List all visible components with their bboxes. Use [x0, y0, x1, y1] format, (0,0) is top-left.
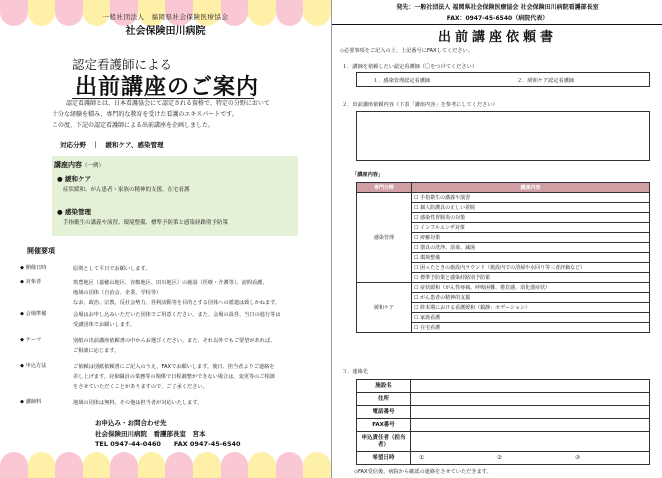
question-2: ２．出前講座依頼内容（下表「講座内容」を参考にしてください） [342, 102, 498, 108]
course-item-label: 家族看護 [420, 315, 441, 321]
form-header [332, 2, 662, 24]
content-item-title: ● 感染管理 [57, 208, 91, 216]
contact-label: 申込責任者（担当者） [357, 432, 411, 452]
requirement-label-text: 対象者 [25, 279, 42, 285]
course-content-box [52, 156, 298, 236]
requirement-label-text: 講師料 [25, 399, 42, 405]
form-header-sender: 発先：一般社団法人 福岡県社会保険医療協会 社会保険田川病院看護部長室 [396, 4, 599, 11]
course-item-label: 在宅看護 [420, 325, 441, 331]
requirement-line: 地域の団体（自治会、企業、学校等） [73, 290, 162, 296]
requirement-label: ◆ 会場準備 [20, 311, 47, 317]
contact-label: 施設名 [357, 380, 411, 393]
requirement-line: 別紙の出前講座依頼書の中からお選びください。また、それ以外でもご要望があれば、 [73, 338, 276, 344]
intro-text [52, 98, 292, 131]
scallop [55, 452, 83, 478]
fields-line: 対応分野 ｜ 緩和ケア、感染管理 [60, 141, 164, 149]
requirement-label-text: 開催日時 [25, 265, 47, 271]
intro-line: 認定看護師とは、日本看護協会にて認定される資格で、特定の分野において [66, 100, 270, 107]
requirement-line: 原則として平日でお願いします。 [73, 266, 151, 272]
content-item-desc: 手指衛生の講義や演習、環境整備、標準予防策と感染経路別予防策 [63, 220, 229, 226]
checkbox-icon[interactable]: ☐ [414, 295, 421, 301]
course-item-cell[interactable] [412, 293, 650, 303]
requirement-label: ◆ 対象者 [20, 279, 42, 285]
course-item-cell[interactable] [412, 213, 650, 223]
requirement-label: ◆ テーマ [20, 337, 42, 343]
requirement-label-text: テーマ [25, 337, 42, 343]
checkbox-icon[interactable]: ☐ [414, 285, 421, 291]
course-item-cell[interactable] [412, 203, 650, 213]
scallop [0, 452, 28, 478]
category-cell: 感染管理 [357, 193, 412, 283]
content-item-desc: 症状緩和、がん患者・家族の精神的支援、在宅看護 [63, 187, 190, 193]
contact-label: 希望日時 [357, 452, 411, 465]
requirement-text [73, 264, 313, 274]
table-row [357, 406, 650, 419]
scallop [248, 452, 276, 478]
nurse-option-infection[interactable]: １．感染管理認定看護師 [373, 78, 431, 84]
scallop [165, 452, 193, 478]
question-3: ３．連絡先 [342, 369, 368, 375]
scallop [303, 452, 331, 478]
requirement-line: ご依頼は別紙依頼書にご記入のうえ、FAXでお願いします。後日、担当者よりご連絡を [73, 364, 275, 370]
requirement-line: 受講団体でお願いします。 [73, 322, 135, 328]
course-item-label: 疥癬対策 [420, 235, 441, 241]
checkbox-icon[interactable]: ☐ [414, 275, 421, 281]
date-option[interactable]: ② [497, 455, 502, 461]
scallop-bottom-border [0, 452, 331, 478]
contact-input-cell[interactable] [411, 419, 650, 432]
course-item-label: 個人防護具の正しい着脱 [420, 205, 476, 211]
checkbox-icon[interactable]: ☐ [414, 305, 421, 311]
course-item-label: 手指衛生の講義や演習 [420, 195, 471, 201]
scallop [138, 452, 166, 478]
course-item-cell[interactable] [412, 193, 650, 203]
contact-label: 電話番号 [357, 406, 411, 419]
requirement-label: ◆ 講師料 [20, 399, 42, 405]
table-row [357, 283, 650, 293]
scallop [193, 452, 221, 478]
table-row [357, 380, 650, 393]
course-item-cell[interactable] [412, 223, 650, 233]
checkbox-icon[interactable]: ☐ [414, 195, 421, 201]
course-table-body [357, 193, 650, 333]
checkbox-icon[interactable]: ☐ [414, 235, 421, 241]
scallop [276, 452, 304, 478]
requirement-label: ◆ 申込方法 [20, 363, 47, 369]
content-heading-text: 講座内容 [54, 161, 82, 169]
content-heading-note: （一例） [82, 163, 105, 169]
contact-input-cell[interactable] [411, 406, 650, 419]
course-item-label: 環境整備 [420, 255, 441, 261]
requirement-line: ご相談に応じます。 [73, 348, 120, 354]
requirement-text [73, 310, 313, 330]
scallop [28, 452, 56, 478]
requirement-line: 差し上げます。対象職員の業務等の関係で日程調整ができない場合は、変更等のご相談 [73, 374, 275, 380]
checkbox-icon[interactable]: ☐ [414, 255, 421, 261]
course-table [356, 182, 650, 333]
contact-name: 社会保険田川病院 看護部長室 宮本 [95, 429, 206, 438]
header-divider [332, 24, 662, 25]
date-option[interactable]: ③ [575, 455, 580, 461]
scallop [110, 452, 138, 478]
scallop [221, 452, 249, 478]
form-note: ◇必要事項をご記入の上、上記番号にFAXしてください。 [340, 48, 473, 54]
course-item-cell[interactable] [412, 263, 650, 273]
request-form-page [331, 0, 662, 478]
org-name: 社会保険田川病院 [125, 26, 206, 37]
content-item-name: 緩和ケア [64, 175, 91, 183]
content-heading [54, 160, 104, 170]
contact-input-cell[interactable] [411, 380, 650, 393]
form-title: 出前講座依頼書 [437, 30, 557, 45]
table-row [357, 393, 650, 406]
flyer-title: 出前講座のご案内 [75, 75, 260, 100]
course-item-cell[interactable] [412, 243, 650, 253]
course-item-label: 症状緩和（がん性疼痛、呼吸困難、倦怠感、消化器症状） [420, 285, 551, 291]
course-table-heading: 「講座内容」 [352, 172, 384, 178]
course-item-label: 器具の洗浄、消毒、滅菌 [420, 245, 476, 251]
course-item-cell[interactable] [412, 253, 650, 263]
table-row [357, 419, 650, 432]
category-cell: 緩和ケア [357, 283, 412, 333]
table-row [357, 452, 650, 465]
requirement-text [73, 278, 313, 308]
intro-line: 十分な経験を積み、専門的な教育を受けた看護のエキスパートです。 [52, 111, 238, 118]
request-content-field[interactable] [356, 111, 650, 161]
contact-block [95, 418, 241, 450]
flyer-subtitle: 認定看護師による [72, 57, 173, 72]
checkbox-icon[interactable]: ☐ [414, 205, 421, 211]
nurse-option-palliative[interactable]: ２．緩和ケア認定看護師 [517, 78, 575, 84]
requirement-line: 地域の団体は無料。その他は担当者が対応いたします。 [73, 400, 203, 406]
checkbox-icon[interactable]: ☐ [414, 325, 421, 331]
question-1: １．講師を依頼したい認定看護師（〇をつけてください） [342, 64, 477, 70]
date-option[interactable]: ① [419, 455, 424, 461]
checkbox-icon[interactable]: ☐ [414, 315, 421, 321]
contact-input-cell[interactable] [411, 452, 650, 465]
content-item-name: 感染管理 [64, 208, 91, 216]
intro-line: この度、下記の認定看護師による出前講座を企画しました。 [52, 122, 215, 129]
requirement-label-text: 申込方法 [25, 363, 47, 369]
contact-table-body [357, 380, 650, 465]
form-footer: ◇FAX受信後、病院から確認の連絡をさせていただきます。 [354, 469, 492, 475]
course-item-label: がん患者の精神的支援 [420, 295, 471, 301]
requirement-text [73, 398, 313, 408]
nurse-choice-box[interactable] [356, 72, 650, 87]
table-header-row [357, 183, 650, 193]
course-item-label: 感染性胃腸炎の対策 [420, 215, 466, 221]
course-item-cell[interactable] [412, 283, 650, 293]
requirement-line: なお、政治、宗教、反社会勢力、営利活動等を目的とする団体への派遣は致しかねます。 [73, 300, 281, 306]
contact-input-cell[interactable] [411, 393, 650, 406]
org-small: 一般社団法人 福岡県社会保険医療協会 [102, 13, 229, 21]
th-field: 専門分野 [357, 183, 412, 193]
course-item-cell[interactable] [412, 323, 650, 333]
contact-heading: お申込み・お問合わせ先 [95, 419, 167, 427]
course-item-cell[interactable] [412, 303, 650, 313]
course-item-cell[interactable] [412, 313, 650, 323]
requirement-text [73, 336, 313, 356]
contact-table [356, 379, 650, 465]
requirement-label-text: 会場準備 [25, 311, 47, 317]
requirement-text [73, 362, 313, 392]
checkbox-icon[interactable]: ☐ [414, 215, 421, 221]
checkbox-icon[interactable]: ☐ [414, 225, 421, 231]
form-header-fax: FAX：0947-45-6540（病院代表） [446, 15, 549, 22]
course-item-cell[interactable] [412, 233, 650, 243]
requirements-heading: 開催要項 [24, 245, 58, 257]
table-row [357, 432, 650, 452]
contact-label: 住所 [357, 393, 411, 406]
organization-header [0, 12, 331, 37]
checkbox-icon[interactable]: ☐ [414, 265, 421, 271]
content-item-title: ● 緩和ケア [57, 175, 91, 183]
contact-input-cell[interactable] [411, 432, 650, 452]
scallop [83, 452, 111, 478]
course-item-label: 終末期における看護緩和（鎮静：セデーション） [420, 305, 530, 311]
course-item-label: 標準予防策と感染経路別予防策 [420, 275, 491, 281]
requirement-line: 筑豊地区（嘉穂山地区、直鞍地区、田川地区）の施設（医療・介護等）、訪問看護、 [73, 280, 268, 286]
table-row [357, 193, 650, 203]
contact-phone-fax: TEL 0947-44-0460 FAX 0947-45-6540 [95, 440, 241, 448]
course-item-cell[interactable] [412, 273, 650, 283]
requirement-line: をさせていただくことがありますので、ご了承ください。 [73, 384, 208, 390]
course-item-label: インフルエンザ対策 [420, 225, 465, 231]
checkbox-icon[interactable]: ☐ [414, 245, 421, 251]
requirement-label: ◆ 開催日時 [20, 265, 47, 271]
contact-label: FAX番号 [357, 419, 411, 432]
requirement-line: 会場はお申し込みいただいた団体でご用意ください。また、会場の設営、当日の進行等は [73, 312, 281, 318]
course-item-label: 困ったときの施設内ラウンド（施設内での清掃や水回り等三者評価など） [420, 265, 586, 271]
th-content: 講座内容 [412, 183, 650, 193]
